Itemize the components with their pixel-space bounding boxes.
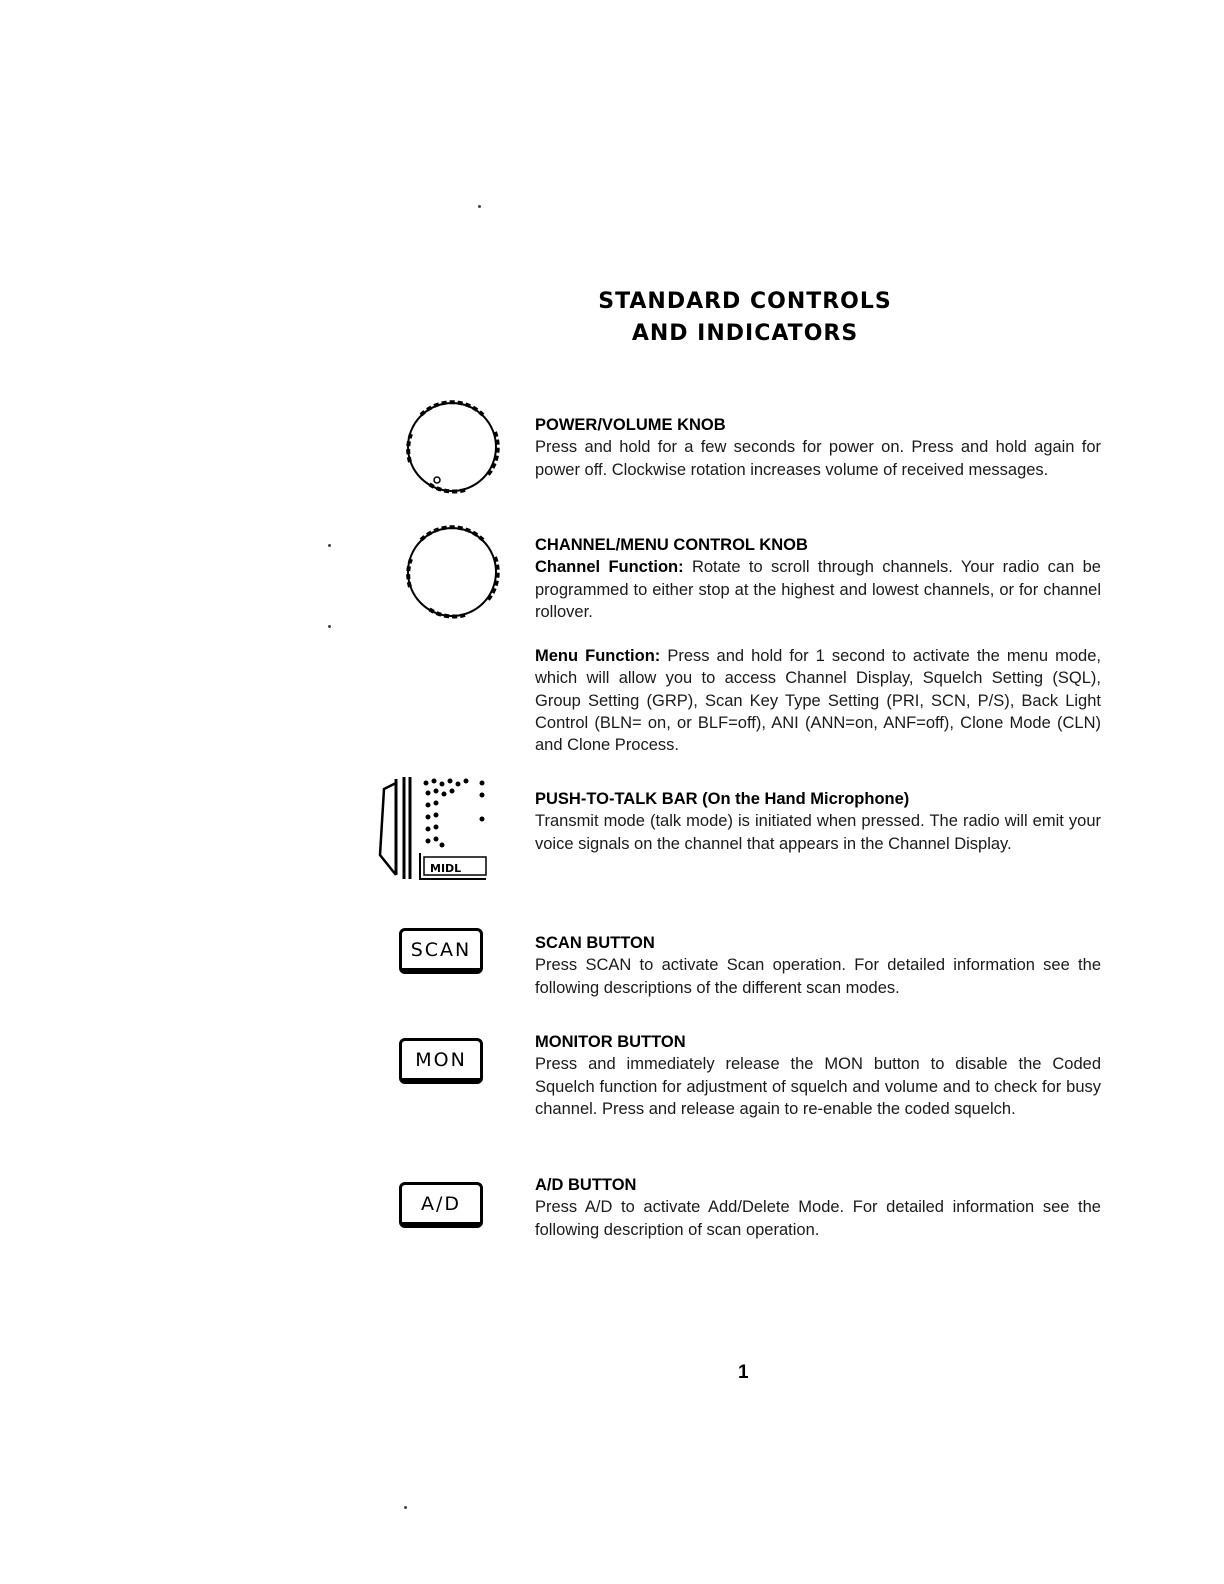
section-body: Press and hold for a few seconds for power on. Press and hold again for power off. Clockwise rotation increases volume of received messages. <box>535 438 1101 479</box>
section-ad <box>535 1174 1101 1241</box>
scan-speck <box>478 205 481 208</box>
ad-button-icon-label: A/D <box>420 1192 462 1215</box>
ad-button-icon <box>399 1182 483 1228</box>
section-push-to-talk <box>535 788 1101 855</box>
section-channel-menu <box>535 534 1101 757</box>
menu-function-text: Press and hold for 1 second to activate the menu mode, which will allow you to access Channel Display, Squelch Setting (SQL), Group Setting (GRP), Scan Key Type Setting (PRI, SCN, P/S), Back Light Control (BLN= on, or BLF=off), ANI (ANN=on, ANF=off), Clone Mode (CLN) and Clone Process. <box>535 647 1101 755</box>
section-body: Transmit mode (talk mode) is initiated when pressed. The radio will emit your voice signals on the channel that appears in the Channel Display. <box>535 812 1101 853</box>
page-title <box>530 286 960 350</box>
power-volume-knob-icon <box>403 398 501 496</box>
title-line-2: AND INDICATORS <box>631 321 859 346</box>
scan-speck <box>328 544 331 547</box>
section-heading: MONITOR BUTTON <box>535 1033 686 1051</box>
channel-function-paragraph <box>535 556 1101 623</box>
section-heading: CHANNEL/MENU CONTROL KNOB <box>535 536 808 554</box>
section-body: Press A/D to activate Add/Delete Mode. For detailed information see the following description of scan operation. <box>535 1198 1101 1239</box>
section-heading: SCAN BUTTON <box>535 934 655 952</box>
page-number: 1 <box>738 1362 749 1383</box>
section-monitor <box>535 1031 1101 1120</box>
scan-speck <box>404 1506 407 1509</box>
scan-speck <box>328 625 331 628</box>
section-body: Press SCAN to activate Scan operation. For detailed information see the following descriptions of the different scan modes. <box>535 956 1101 997</box>
section-body: Press and immediately release the MON button to disable the Coded Squelch function for adjustment of squelch and volume and to check for busy channel. Press and release again to re-enable the coded squelch. <box>535 1055 1101 1118</box>
title-line-1: STANDARD CONTROLS <box>598 289 892 314</box>
section-power-volume <box>535 414 1101 481</box>
microphone-brand-label: MIDL <box>430 862 462 875</box>
menu-function-paragraph <box>535 645 1101 756</box>
scan-button-icon <box>399 928 483 974</box>
section-heading: PUSH-TO-TALK BAR (On the Hand Microphone) <box>535 790 910 808</box>
scan-button-icon-label: SCAN <box>410 938 472 961</box>
section-heading: A/D BUTTON <box>535 1176 637 1194</box>
section-scan <box>535 932 1101 999</box>
channel-function-text: Rotate to scroll through channels. Your radio can be programmed to either stop at the highest and lowest channels, or for channel rollover. <box>535 558 1101 621</box>
hand-microphone-icon <box>374 775 490 883</box>
menu-function-lead: Menu Function: <box>535 647 661 666</box>
monitor-button-icon <box>399 1038 483 1084</box>
section-heading: POWER/VOLUME KNOB <box>535 416 726 434</box>
channel-menu-knob-icon <box>403 523 501 621</box>
monitor-button-icon-label: MON <box>415 1048 467 1071</box>
channel-function-lead: Channel Function: <box>535 558 684 577</box>
